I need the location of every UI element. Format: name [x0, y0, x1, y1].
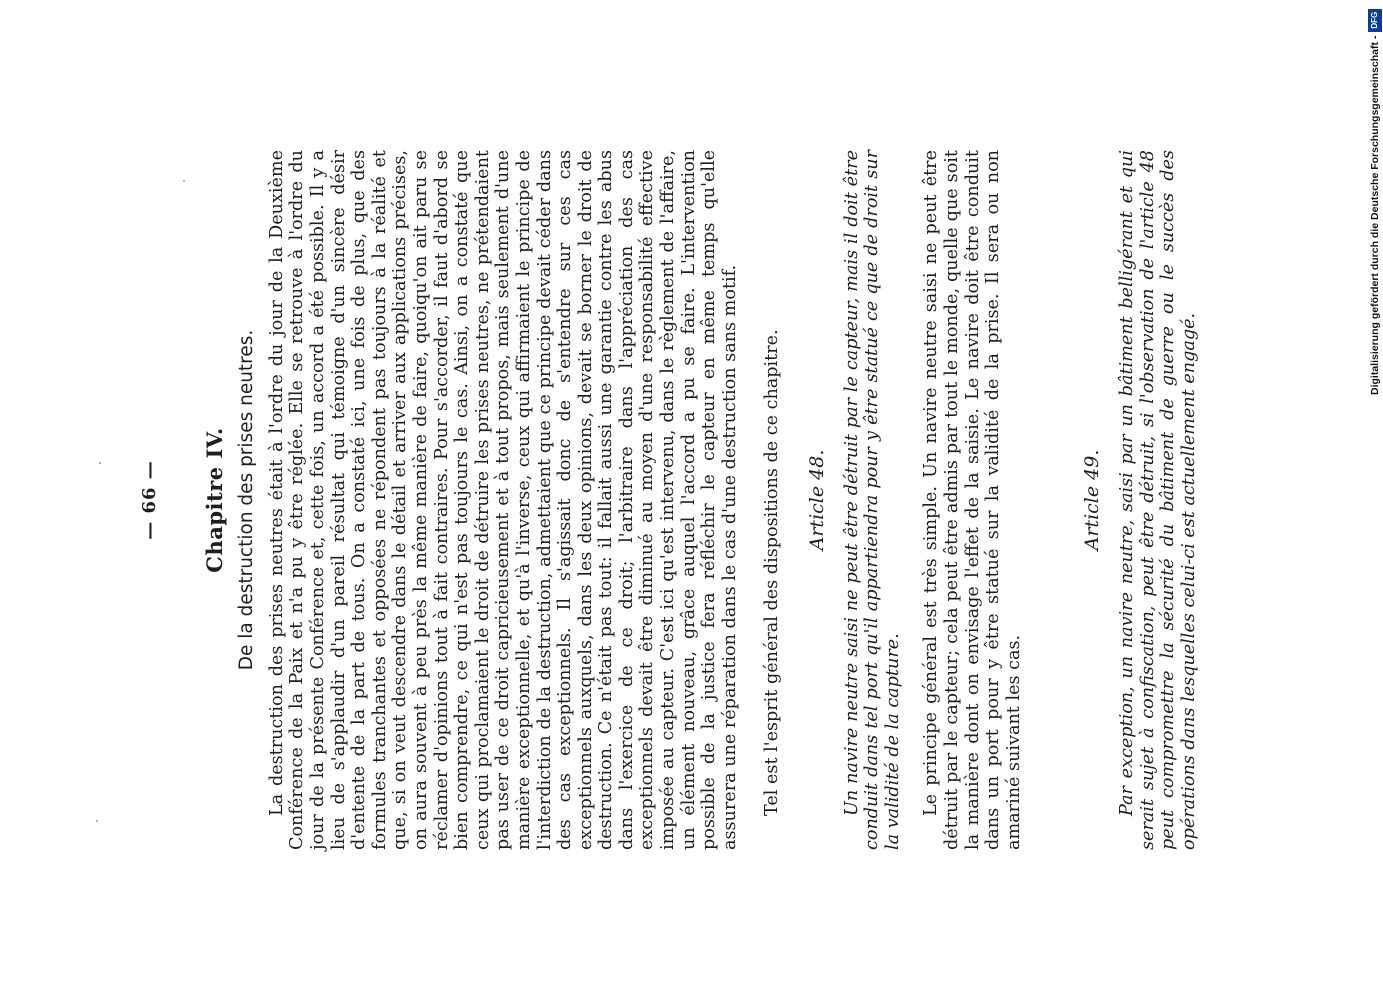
scan-speck	[183, 180, 185, 182]
article-48-commentary: Le principe général est très simple. Un navire neutre saisi ne peut être détruit par le capteur; cela peut être admis par tout le monde, quelle que soit la manière dont on envisage l'effet de la saisie. Le navire doit être conduit dans un port pour y être statué sur la validité de la prise. Il sera ou non amariné suivant les cas.	[921, 150, 1024, 850]
scan-speck	[96, 820, 98, 822]
digitization-note	[1368, 9, 1382, 395]
body-paragraph-2: Tel est l'esprit général des dispositions de ce chapitre.	[762, 329, 783, 816]
document-page	[140, 150, 1270, 850]
scan-speck	[99, 462, 101, 464]
article-48-text: Un navire neutre saisi ne peut être détruit par le capteur, mais il doit être conduit dans tel port qu'il appartiendra pour y être statué ce que de droit sur la validité de la capture.	[841, 150, 903, 850]
digitization-text: Digitalisierung gefördert durch die Deutsche Forschungsgemeinschaft -	[1369, 35, 1381, 395]
chapter-subtitle: De la destruction des prises neutres.	[236, 329, 258, 671]
dfg-logo: DFG	[1368, 9, 1382, 32]
paragraph-gap	[740, 150, 762, 850]
article-49-heading: Article 49.	[1081, 449, 1104, 551]
article-49-text: Par exception, un navire neutre, saisi par un bâtiment belligérant et qui serait sujet à confiscation, peut être détruit, si l'observation de l'article 48 peut compromettre la sécurité du bâtiment de guerre ou le succès des opérations dans lesquelles celui-ci est actuellement engagé.	[1116, 150, 1199, 850]
paragraph-gap	[903, 150, 921, 850]
chapter-title: Chapitre IV.	[201, 427, 227, 573]
article-48-heading: Article 48.	[806, 449, 829, 551]
body-paragraph-1: La destruction des prises neutres était à l'ordre du jour de la Deuxième Conférence de la Paix et n'a pu y être réglée. Elle se retrouve à l'ordre du jour de la présente Conférence et, cette fois, un accord a été possible. Il y a lieu de s'applaudir d'un pareil résultat qui témoigne d'un sincère désir d'entente de la part de tous. On a constaté ici, une fois de plus, que des formules tranchantes et opposées ne répondent pas toujours à la réalité et que, si on veut descendre dans le détail et arriver aux applications précises, on aura souvent à peu près la même manière de faire, quoiqu'on ait paru se réclamer d'opinions tout à fait contraires. Pour s'accorder, il faut d'abord se bien comprendre, ce qui n'est pas toujours le cas. Ainsi, on a constaté que ceux qui proclamaient le droit de détruire les prises neutres, ne prétendaient pas user de ce droit capricieusement et à tout propos, mais seulement d'une manière exceptionnelle, et qu'à l'inverse, ceux qui affirmaient le principe de l'interdiction de la destruction, admettaient que ce principe devait céder dans des cas exceptionnels. Il s'agissait donc de s'entendre sur ces cas exceptionnels auxquels, dans les deux opinions, devait se borner le droit de destruction. Ce n'était pas tout: il fallait aussi une garantie contre les abus dans l'exercice de ce droit; l'arbitraire dans l'appréciation des cas exceptionnels devait être diminué au moyen d'une responsabilité effective imposée au capteur. C'est ici qu'est intervenu, dans le règlement de l'affaire, un élément nouveau, grâce auquel l'accord a pu se faire. L'intervention possible de la justice fera réfléchir le capteur en même temps qu'elle assurera une réparation dans le cas d'une destruction sans motif.	[266, 150, 740, 850]
page-number: — 66 —	[139, 460, 160, 540]
